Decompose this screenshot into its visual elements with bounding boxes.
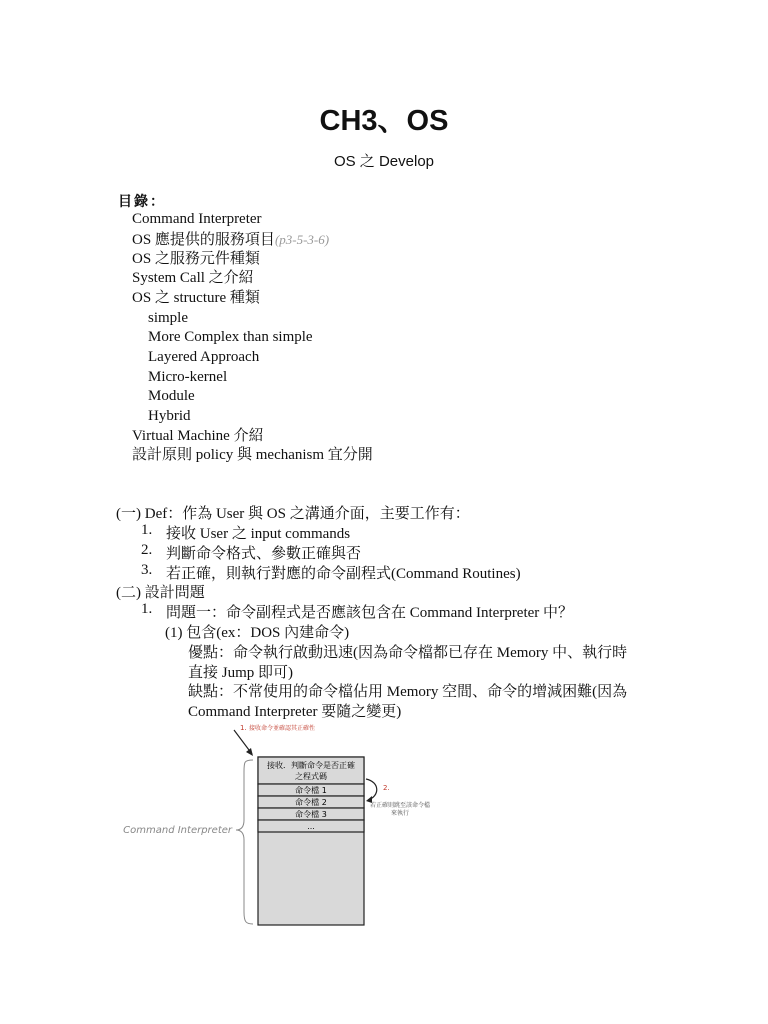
option-line: (1) 包含(ex：DOS 內建命令) [165, 625, 350, 641]
definition-item-number: 3. [141, 562, 153, 578]
toc-sub-item: Module [148, 388, 195, 404]
toc-sub-item: Layered Approach [148, 349, 260, 365]
toc-item: OS 之 structure 種類 [132, 290, 260, 306]
toc-item: System Call 之介紹 [132, 270, 254, 286]
toc-sub-item: Micro-kernel [148, 369, 228, 385]
brace [236, 760, 253, 924]
definition-item: 若正確，則執行對應的命令副程式(Command Routines) [166, 566, 521, 582]
disadvantage-line: Command Interpreter 要隨之變更) [188, 704, 402, 720]
toc-sub-item: simple [148, 310, 188, 326]
command-file-label: 命令檔 2 [295, 798, 327, 807]
page-title: CH3、OS [319, 105, 449, 137]
toc-sub-item: More Complex than simple [148, 329, 313, 345]
annotation-1-arrowhead [246, 748, 253, 756]
toc-sub-item: Hybrid [148, 408, 191, 424]
definition-item: 接收 User 之 input commands [166, 526, 351, 542]
question-number: 1. [141, 601, 153, 617]
command-interpreter-label: Command Interpreter [123, 825, 232, 836]
advantage-line: 直接 Jump 即可) [188, 665, 294, 681]
page-subtitle: OS 之 Develop [333, 153, 435, 170]
toc-item: OS 之服務元件種類 [132, 251, 260, 267]
definition-item-number: 1. [141, 522, 153, 538]
definition-item-number: 2. [141, 542, 153, 558]
toc-item: Command Interpreter [132, 211, 262, 227]
question-text: 問題一：命令副程式是否應該包含在 Command Interpreter 中？ [166, 605, 574, 621]
definition-line: (一) Def：作為 User 與 OS 之溝通介面，主要工作有： [116, 506, 470, 522]
annotation-1-number: 1. [240, 724, 247, 732]
annotation-2-number: 2. [383, 784, 390, 792]
annotation-2-text: 若正確則跳至該命令檔 [369, 802, 431, 809]
annotation-1-text: 接收命令並確認其正確性 [249, 725, 316, 732]
design-heading: (二) 設計問題 [116, 585, 205, 601]
command-file-label: 命令檔 1 [295, 786, 327, 795]
page-reference: (p3-5-3-6) [274, 232, 330, 247]
command-file-label: 命令檔 3 [295, 810, 327, 819]
toc-item: Virtual Machine 介紹 [132, 428, 264, 444]
interpreter-code-label: 接收．判斷命令是否正確 [267, 761, 355, 770]
interpreter-code-label: 之程式碼 [295, 772, 327, 781]
disadvantage-line: 缺點：不常使用的命令檔佔用 Memory 空間、命令的增減困難(因為 [188, 684, 628, 700]
definition-item: 判斷命令格式、參數正確與否 [166, 546, 362, 562]
toc-heading: 目錄： [118, 195, 166, 210]
toc-item: 設計原則 policy 與 mechanism 宜分開 [132, 447, 373, 463]
annotation-2-text: 來執行 [390, 810, 410, 817]
toc-item: OS 應提供的服務項目(p3-5-3-6) [132, 232, 330, 248]
command-file-label: ... [307, 822, 315, 831]
advantage-line: 優點：命令執行啟動迅速(因為命令檔都已存在 Memory 中、執行時 [188, 645, 628, 661]
